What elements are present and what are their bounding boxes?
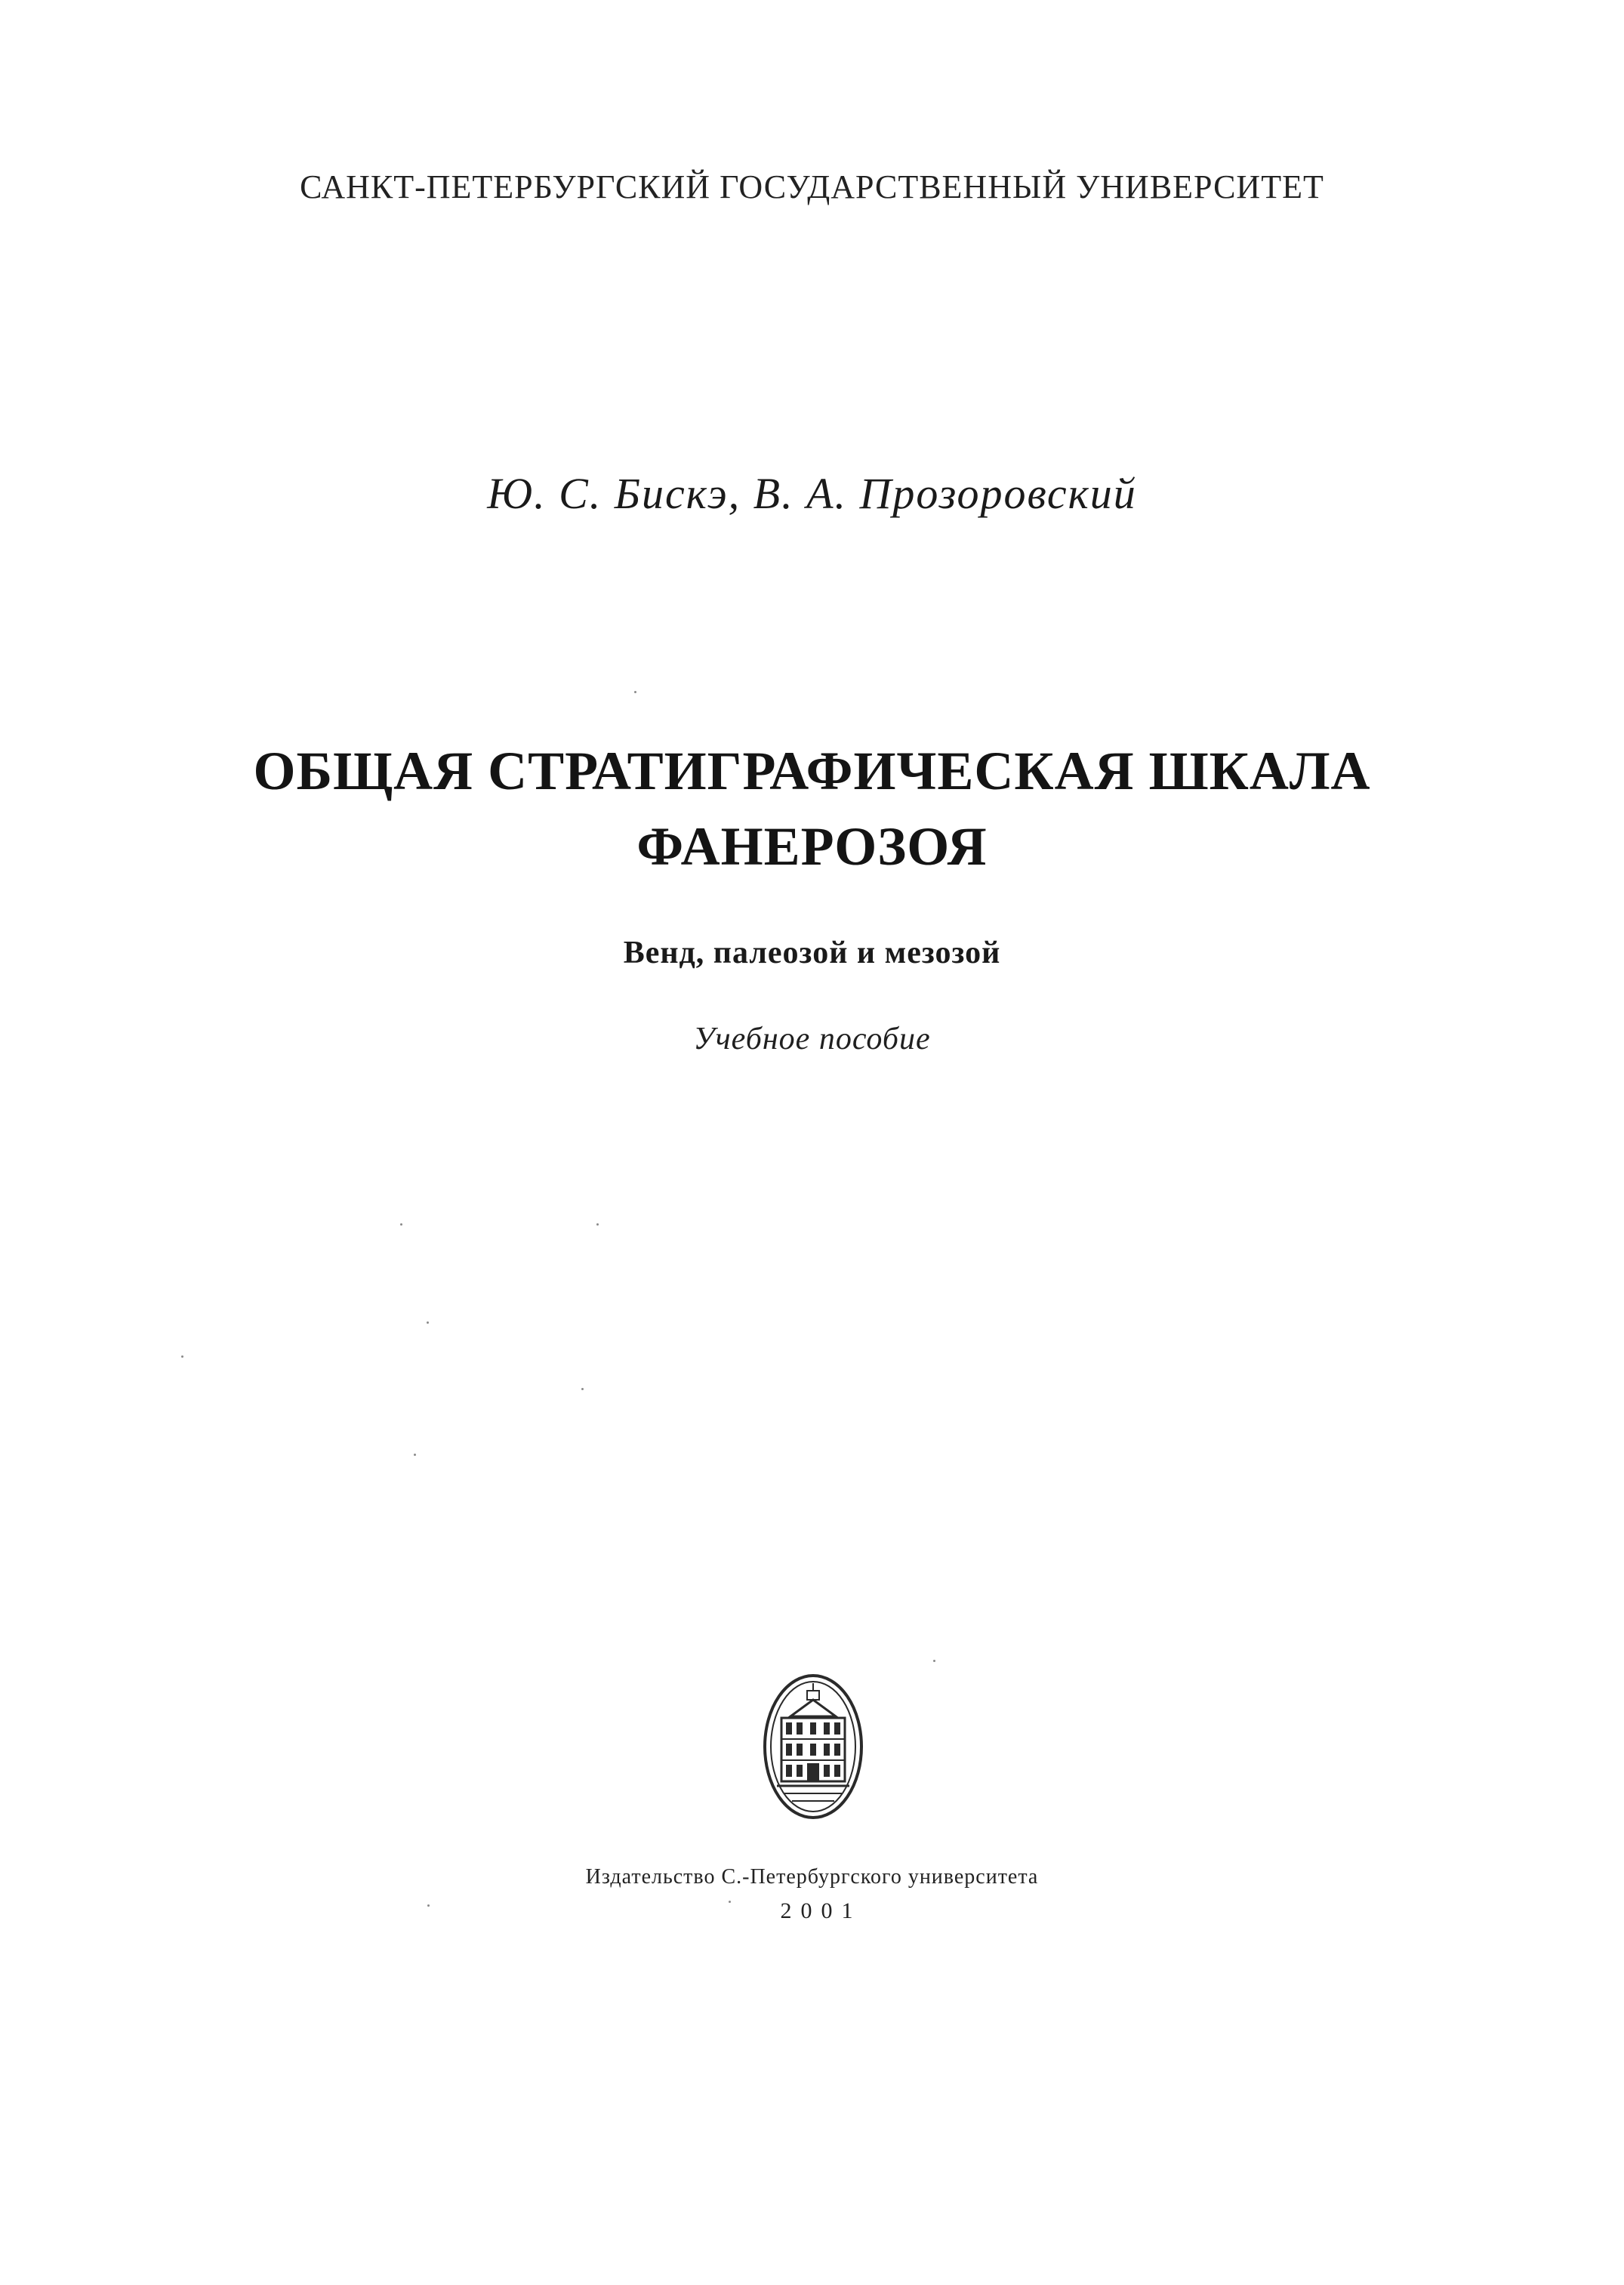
document-type: Учебное пособие (693, 1022, 931, 1056)
scan-speck (414, 1454, 416, 1456)
scan-speck (729, 1901, 731, 1903)
scan-speck (427, 1321, 429, 1324)
scan-speck (427, 1904, 430, 1907)
book-title-line-1: ОБЩАЯ СТРАТИГРАФИЧЕСКАЯ ШКАЛА (253, 741, 1371, 801)
publisher: Издательство С.-Петербургского университета (585, 1865, 1039, 1889)
book-title-line-2: ФАНЕРОЗОЯ (636, 816, 988, 877)
university-name: САНКТ-ПЕТЕРБУРГСКИЙ ГОСУДАРСТВЕННЫЙ УНИВЕРСИТЕТ (300, 168, 1324, 205)
book-subtitle: Венд, палеозой и мезозой (623, 936, 1001, 970)
scan-speck (634, 691, 636, 693)
scan-speck (581, 1388, 584, 1390)
scan-speck (181, 1355, 183, 1358)
scan-speck (400, 1223, 402, 1226)
authors: Ю. С. Бискэ, В. А. Прозоровский (487, 469, 1137, 518)
scan-speck (933, 1660, 935, 1662)
university-building-emblem-icon (762, 1673, 864, 1821)
scan-speck (596, 1223, 599, 1226)
publication-year: 2001 (780, 1898, 862, 1923)
